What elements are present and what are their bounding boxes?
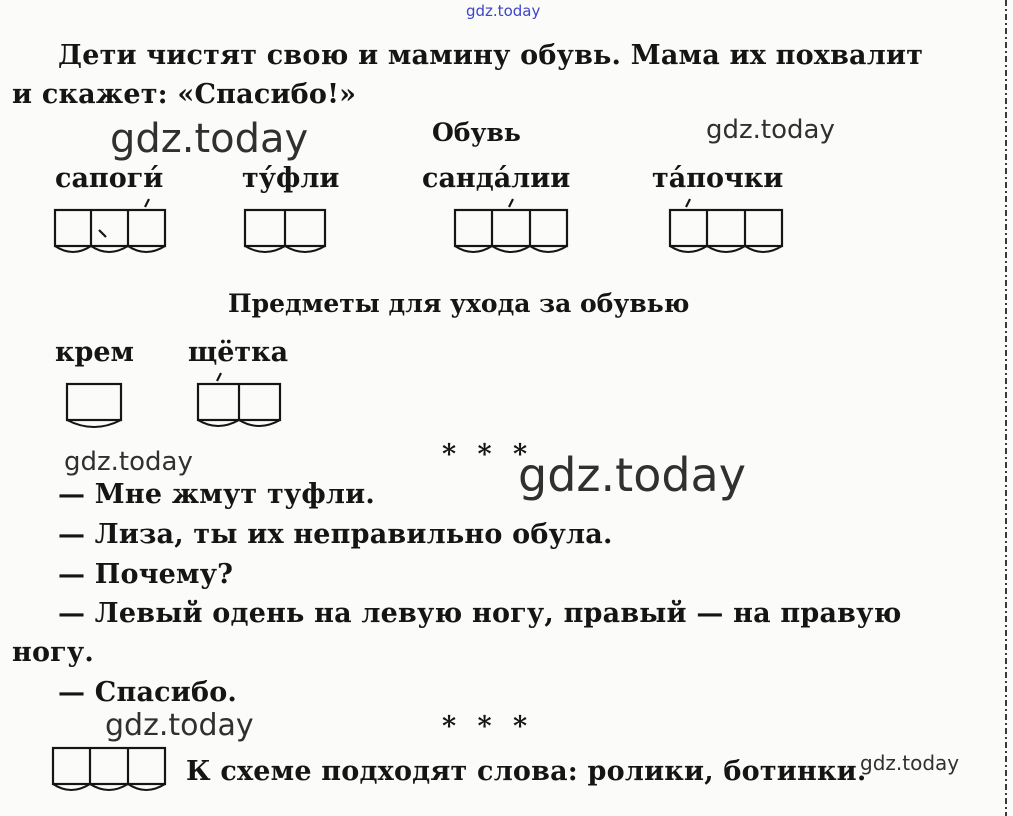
separator-stars-answer: * * *	[442, 711, 534, 742]
intro-line-2: и скажет: «Спасибо!»	[12, 79, 357, 110]
page-edge	[999, 0, 1013, 816]
watermark: gdz.today	[518, 448, 746, 502]
answer-text: К схеме подходят слова: ролики, ботинки.	[186, 756, 867, 787]
dialog-line-4: — Левый одень на левую ногу, правый — на правую	[58, 598, 902, 629]
syllable-schema-tapochki	[665, 198, 791, 264]
dialog-line-5: ногу.	[12, 637, 94, 668]
word-krem: крем	[55, 337, 135, 368]
syllable-schema-shchetka	[193, 372, 289, 438]
section-heading-care: Предметы для ухода за обувью	[228, 289, 690, 318]
intro-line-1: Дети чистят свою и мамину обувь. Мама их похвалит	[58, 40, 924, 71]
syllable-schema-sapogi	[50, 198, 174, 264]
word-sandalii: санда́лии	[422, 163, 571, 194]
watermark-top: gdz.today	[466, 2, 541, 20]
watermark: gdz.today	[706, 115, 835, 145]
watermark: gdz.today	[860, 751, 960, 775]
word-tufli: ту́фли	[242, 163, 340, 194]
word-tapochki: та́почки	[652, 163, 784, 194]
separator-stars-dialog: * * *	[442, 439, 534, 470]
dialog-line-3: — Почему?	[58, 559, 234, 590]
syllable-schema-krem	[62, 372, 132, 438]
syllable-schema-tufli	[240, 198, 336, 264]
syllable-schema-sandalii	[450, 198, 576, 264]
section-heading-footwear: Обувь	[432, 118, 521, 147]
dialog-line-6: — Спасибо.	[58, 677, 238, 708]
answer-syllable-schema	[48, 736, 174, 802]
dialog-line-1: — Мне жмут туфли.	[58, 479, 375, 510]
watermark: gdz.today	[64, 447, 193, 477]
word-shchetka: щётка	[188, 337, 289, 368]
dialog-line-2: — Лиза, ты их неправильно обула.	[58, 519, 613, 550]
watermark: gdz.today	[110, 116, 309, 162]
word-sapogi: сапоги́	[55, 163, 164, 194]
watermark: gdz.today	[105, 708, 254, 743]
